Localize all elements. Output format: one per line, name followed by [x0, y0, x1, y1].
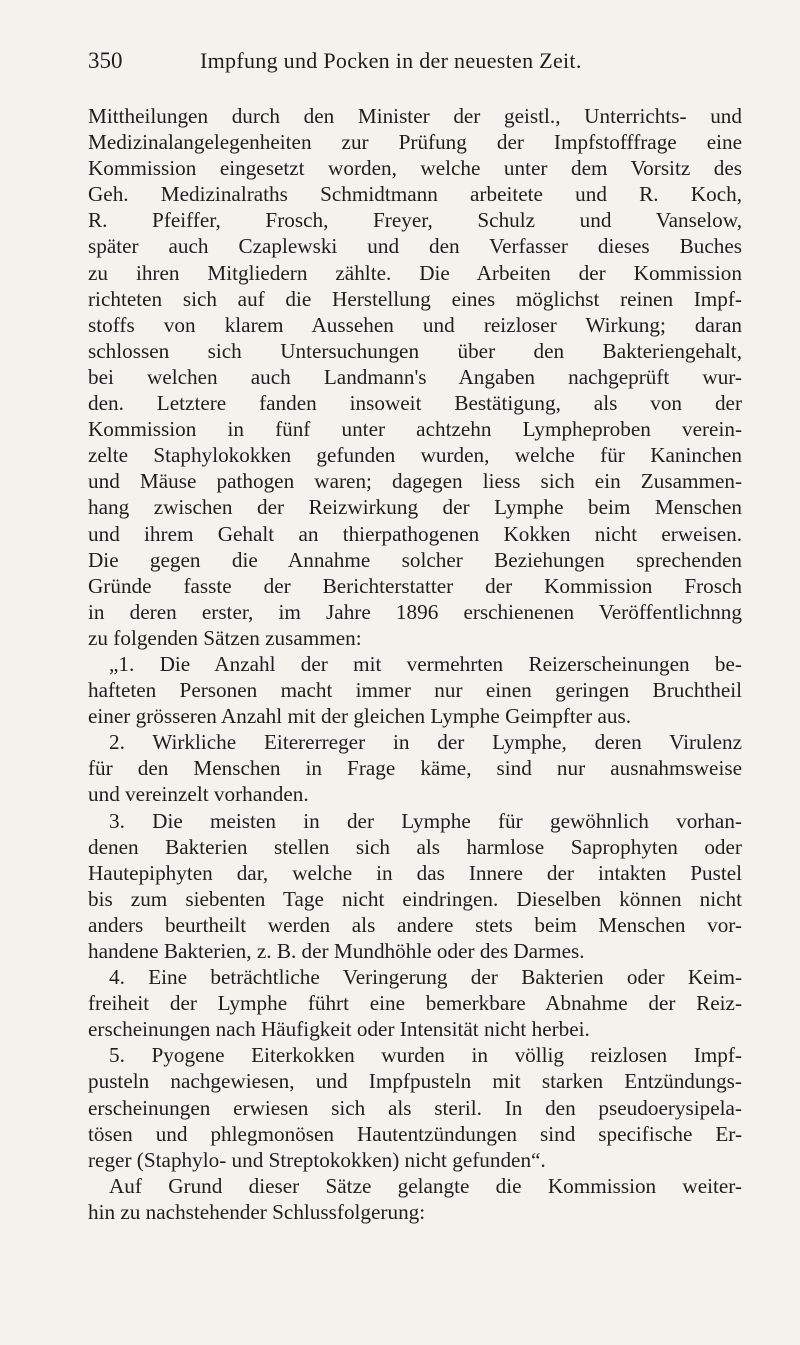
- text-line: hang zwischen der Reizwirkung der Lymphe beim Menschen: [88, 495, 742, 520]
- text-line: Mittheilungen durch den Minister der geistl., Unterrichts- und: [88, 104, 742, 128]
- text-line: denen Bakterien stellen sich als harmlose Saprophyten oder: [88, 834, 742, 859]
- text-line: Auf Grund dieser Sätze gelangte die Kommission weiter-: [109, 1173, 742, 1198]
- text-line: Kommission in fünf unter achtzehn Lympheproben verein-: [88, 417, 742, 442]
- text-line: reger (Staphylo- und Streptokokken) nicht gefunden“.: [88, 1147, 546, 1172]
- running-title: Impfung und Pocken in der neuesten Zeit.: [200, 48, 582, 73]
- text-line: anders beurtheilt werden als andere stets beim Menschen vor-: [88, 912, 742, 937]
- text-line: Geh. Medizinalraths Schmidtmann arbeitete und R. Koch,: [88, 182, 742, 207]
- text-line: „1. Die Anzahl der mit vermehrten Reizerscheinungen be-: [109, 651, 742, 676]
- text-line: Kommission eingesetzt worden, welche unter dem Vorsitz des: [88, 156, 742, 181]
- text-line: erscheinungen nach Häufigkeit oder Intensität nicht herbei.: [88, 1017, 590, 1042]
- text-line: bei welchen auch Landmann's Angaben nachgeprüft wur-: [88, 364, 742, 389]
- body-text: [88, 103, 742, 1225]
- text-line: und Mäuse pathogen waren; dagegen liess sich ein Zusammen-: [88, 469, 742, 494]
- text-line: und vereinzelt vorhanden.: [88, 782, 309, 807]
- text-line: stoffs von klarem Aussehen und reizloser Wirkung; daran: [88, 312, 742, 337]
- text-line: Gründe fasste der Berichterstatter der Kommission Frosch: [88, 573, 742, 598]
- text-line: hin zu nachstehender Schlussfolgerung:: [88, 1199, 426, 1224]
- text-line: erscheinungen erwiesen sich als steril. In den pseudoerysipela-: [88, 1095, 742, 1120]
- text-line: schlossen sich Untersuchungen über den Bakteriengehalt,: [88, 338, 742, 363]
- text-line: und ihrem Gehalt an thierpathogenen Kokken nicht erweisen.: [88, 521, 742, 546]
- text-line: einer grösseren Anzahl mit der gleichen Lymphe Geimpfter aus.: [88, 704, 632, 729]
- text-line: für den Menschen in Frage käme, sind nur ausnahmsweise: [88, 756, 742, 781]
- text-line: pusteln nachgewiesen, und Impfpusteln mit starken Entzündungs-: [88, 1069, 742, 1094]
- text-line: in deren erster, im Jahre 1896 erschienenen Veröffentlichnng: [88, 599, 742, 624]
- text-line: zu ihren Mitgliedern zählte. Die Arbeiten der Kommission: [88, 260, 742, 285]
- text-line: bis zum siebenten Tage nicht eindringen. Dieselben können nicht: [88, 886, 742, 911]
- text-line: richteten sich auf die Herstellung eines möglichst reinen Impf-: [88, 286, 742, 311]
- text-line: handene Bakterien, z. B. der Mundhöhle oder des Darmes.: [88, 939, 585, 963]
- text-line: hafteten Personen macht immer nur einen geringen Bruchtheil: [88, 678, 742, 703]
- text-line: Hautepiphyten dar, welche in das Innere der intakten Pustel: [88, 860, 742, 885]
- text-line: den. Letztere fanden insoweit Bestätigung, als von der: [88, 391, 742, 416]
- text-line: 2. Wirkliche Eitererreger in der Lymphe, deren Virulenz: [109, 730, 742, 755]
- text-line: 4. Eine beträchtliche Veringerung der Bakterien oder Keim-: [109, 965, 742, 990]
- text-line: Medizinalangelegenheiten zur Prüfung der Impfstofffrage eine: [88, 130, 742, 155]
- text-line: zu folgenden Sätzen zusammen:: [88, 625, 362, 650]
- text-line: 3. Die meisten in der Lymphe für gewöhnlich vorhan-: [109, 808, 742, 833]
- running-head: [88, 28, 742, 73]
- text-line: tösen und phlegmonösen Hautentzündungen sind specifische Er-: [88, 1121, 742, 1146]
- text-line: später auch Czaplewski und den Verfasser dieses Buches: [88, 234, 742, 259]
- text-line: zelte Staphylokokken gefunden wurden, welche für Kaninchen: [88, 443, 742, 468]
- text-line: R. Pfeiffer, Frosch, Freyer, Schulz und Vanselow,: [88, 208, 742, 233]
- text-line: Die gegen die Annahme solcher Beziehungen sprechenden: [88, 547, 742, 572]
- text-line: freiheit der Lymphe führt eine bemerkbare Abnahme der Reiz-: [88, 991, 742, 1016]
- text-line: 5. Pyogene Eiterkokken wurden in völlig reizlosen Impf-: [109, 1043, 742, 1068]
- page-number: 350: [88, 48, 123, 73]
